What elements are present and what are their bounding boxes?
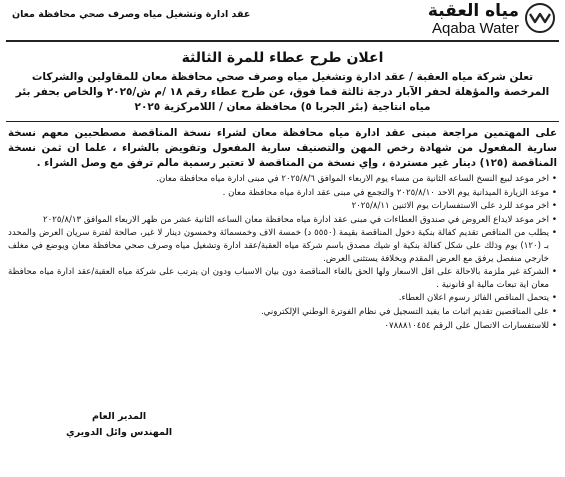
header-divider bbox=[6, 40, 559, 42]
main-paragraph: على المهتمين مراجعة مبنى عقد ادارة مياه محافظة معان لشراء نسخة المناقصة مصطحبين معهم نسخة سارية المفعول من شهادة رخص المهن والتصنيف سارية المفعول وتفويض بالشراء ، علما ان ثمن نسخة المناقصة (١٢٥) دينار غير مستردة ، وإي نسخة من المناقصة لا تعتبر رسمية مالم ترفق مع وصل الشراء . bbox=[8, 127, 557, 169]
list-item: • للاستفسارات الاتصال على الرقم ٠٧٨٨٨١٠٤٥٤ bbox=[8, 320, 557, 333]
list-item: • موعد الزيارة الميدانية يوم الاحد ٢٠٢٥/٨/١٠ والتجمع في مبنى عقد ادارة مياه محافظة معان . bbox=[8, 187, 557, 200]
header bbox=[6, 0, 559, 40]
brand-name-arabic: مياه العقبة bbox=[427, 1, 519, 21]
brand-name-english: Aqaba Water bbox=[432, 20, 519, 37]
list-item: • يتحمل المناقص الفائز رسوم اعلان العطاء. bbox=[8, 292, 557, 305]
announcement-title: اعلان طرح عطاء للمرة الثالثة bbox=[181, 50, 384, 66]
list-item: • الشركة غير ملزمة بالاحالة على اقل الاسعار ولها الحق بالغاء المناقصة دون بيان الاسباب ودون ان يترتب على شركة مياه العقبة/عقد ادارة مياه محافظة معان اية تبعات مالية او قانونية . bbox=[8, 266, 557, 291]
conditions-list bbox=[6, 173, 559, 332]
list-item: • اخر موعد للرد على الاستفسارات يوم الاثنين ٢٠٢٥/٨/١١ bbox=[8, 200, 557, 213]
announcement-intro: تعلن شركة مياه العقبة / عقد ادارة وتشغيل مياه وصرف صحي محافظة معان للمقاولين والشركات المرخصة والمؤهلة لحفر الآبار درجة ثالثة فما فوق، عن طرح عطاء رقم ١٨ /م ش/٢٠٢٥ والخاص بحفر بئر مياه انتاجية (بئر الجربا ٥) محافظة معان / اللامركزية ٢٠٢٥ bbox=[15, 71, 550, 113]
signature-block bbox=[66, 409, 172, 441]
brand-logo bbox=[417, 3, 555, 37]
list-item: • على المناقصين تقديم اثبات ما يفيد التسجيل في نظام الفوترة الوطني الإلكتروني. bbox=[8, 306, 557, 319]
list-item: • يطلب من المناقص تقديم كفالة بنكية دخول المناقصة بقيمة (٥٥٥٠ د) خمسة الاف وخمسمائة وخمسون دينار لا غير، صالحة لفترة سريان العرض والمحدد بـ (١٢٠) يوم وذلك على شكل كفالة بنكية او شيك مصدق باسم شركة مياه العقبة/عقد ادارة وتشغيل مياه وصرف صحي محافظة معان ويوضع في مغلف خارجي منفصل يرفق مع العرض المقدم وبخلافة يستثنى العرض. bbox=[8, 227, 557, 265]
section-divider bbox=[6, 121, 559, 122]
list-item: • اخر موعد لايداع العروض في صندوق العطاءات في مبنى عقد ادارة مياه محافظة معان الساعه الثانية عشر من ظهر الاربعاء الموافق ٢٠٢٥/٨/١٣ bbox=[8, 214, 557, 227]
water-wave-icon bbox=[525, 3, 555, 33]
signature-role: المدير العام bbox=[91, 411, 147, 422]
project-title: عقد ادارة وتشغيل مياه وصرف صحي محافظة معان bbox=[12, 9, 251, 20]
signature-name: المهندس وائل الدويري bbox=[66, 427, 173, 438]
list-item: • اخر موعد لبيع النسخ الساعه الثانية من مساء يوم الاربعاء الموافق ٢٠٢٥/٨/٦ في مبنى ادارة مياه محافظة معان. bbox=[8, 173, 557, 186]
